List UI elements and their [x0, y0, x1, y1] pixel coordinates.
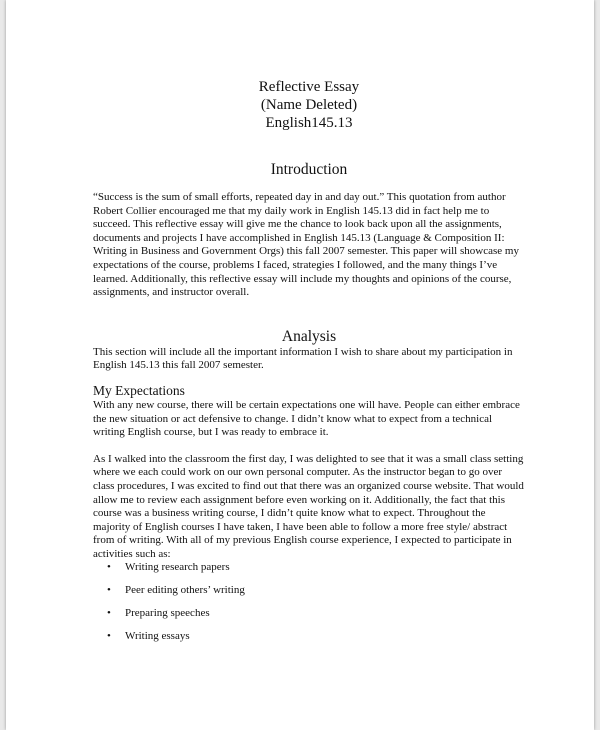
analysis-paragraph: This section will include all the important information I wish to share about my participation in English 145.13 this fall 2007 semester. [93, 345, 513, 372]
expectations-heading: My Expectations [93, 382, 185, 398]
bullet-icon: • [107, 630, 111, 643]
bullet-icon: • [107, 584, 111, 597]
introduction-heading: Introduction [270, 161, 348, 178]
list-item: • Writing research papers [107, 561, 230, 574]
document-page [6, 0, 594, 730]
author-line: (Name Deleted) [260, 97, 358, 113]
bullet-icon: • [107, 561, 111, 574]
document-title: Reflective Essay [258, 79, 360, 95]
bullet-icon: • [107, 607, 111, 620]
course-line: English145.13 [265, 115, 353, 131]
document-content [93, 78, 525, 653]
analysis-heading: Analysis [281, 327, 337, 345]
introduction-paragraph: “Success is the sum of small efforts, repeated day in and day out.” This quotation from author Robert Collier encouraged me that my daily work in English 145.13 did in fact help me to succeed. This reflective essay will give me the chance to look back upon all the assignments, documents and projects I have accomplished in English 145.13 (Language & Composition II: Writing in Business and Government Orgs) this fall 2007 semester. This paper will showcase my expectations of the course, problems I faced, strategies I followed, and the many things I’ve learned. Additionally, this reflective essay will include my thoughts and opinions of the course, assignments, and instructor overall. [93, 191, 519, 299]
expectations-paragraph-2: As I walked into the classroom the first day, I was delighted to see that it was a small class setting where we each could work on our own personal computer. As the instructor began to go over class procedures, I was excited to find out that there was an organized course website. That would allow me to review each assignment before even working on it. Additionally, the fact that this course was a business writing course, I didn’t quite know what to expect. Throughout the majority of English courses I have taken, I have been able to follow a more free style/ abstract from of writing. With all of my previous English course experience, I expected to participate in activities such as: [93, 452, 524, 560]
activities-list [93, 561, 525, 653]
title-block [93, 78, 525, 132]
list-item: • Peer editing others’ writing [107, 584, 245, 597]
list-item: • Preparing speeches [107, 607, 210, 620]
list-item: • Writing essays [107, 630, 190, 643]
expectations-paragraph-1: With any new course, there will be certain expectations one will have. People can either embrace the new situation or act defensive to change. I didn’t know what to expect from a technical writing English course, but I was ready to embrace it. [93, 398, 520, 439]
